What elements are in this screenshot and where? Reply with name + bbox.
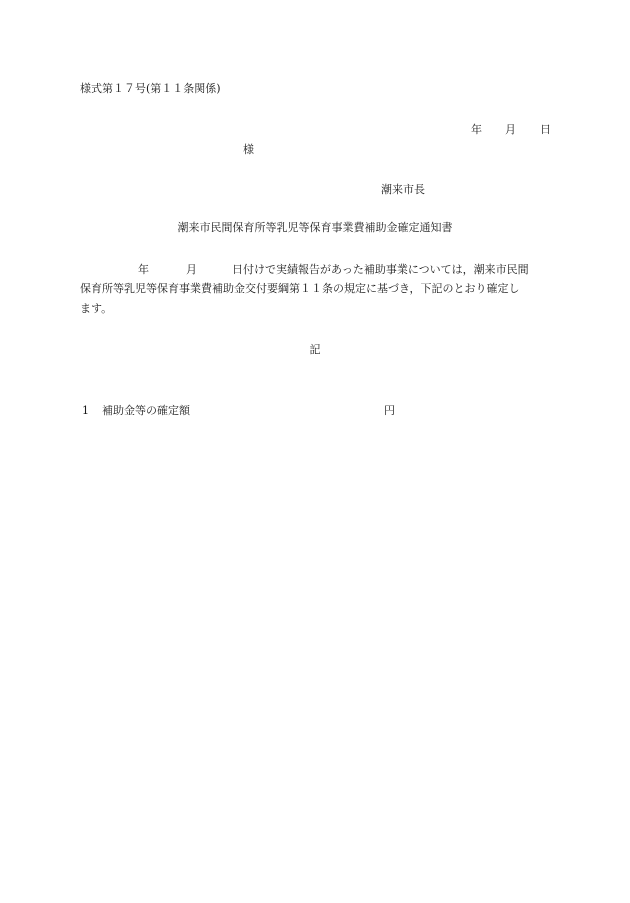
body-month-label: 月 [186, 263, 197, 276]
form-number: 様式第１７号(第１１条関係) [80, 82, 221, 95]
sender-name: 潮来市長 [381, 183, 425, 196]
body-line-1-text: 日付けで実績報告があった補助事業については，潮来市民間 [232, 263, 529, 276]
item-unit: 円 [384, 404, 395, 417]
body-paragraph-line-3: ます。 [80, 302, 113, 315]
date-line [471, 124, 551, 135]
ki-heading: 記 [309, 343, 321, 356]
list-item [82, 405, 402, 419]
addressee-suffix: 様 [243, 143, 254, 156]
document-title: 潮来市民間保育所等乳児等保育事業費補助金確定通知書 [177, 221, 453, 234]
item-number: 1 [82, 404, 89, 417]
item-label: 補助金等の確定額 [102, 404, 190, 417]
body-paragraph-line-2: 保育所等乳児等保育事業費補助金交付要綱第１１条の規定に基づき，下記のとおり確定し [80, 282, 520, 295]
body-year-label: 年 [138, 263, 149, 276]
date-year-label: 年 [471, 123, 482, 136]
date-day-label: 日 [540, 123, 551, 136]
date-month-label: 月 [505, 123, 516, 136]
